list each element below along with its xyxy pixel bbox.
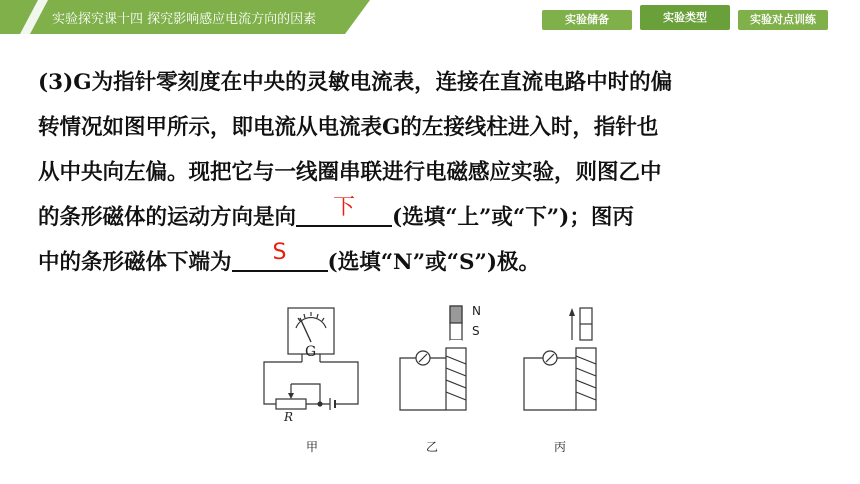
caption-bing: 丙 bbox=[554, 440, 567, 454]
answer-2: S bbox=[272, 240, 287, 265]
nav-tab-types[interactable]: 实验类型 bbox=[640, 5, 730, 30]
question-line-1: (3)G为指针零刻度在中央的灵敏电流表，连接在直流电路中时的偏 bbox=[38, 70, 673, 95]
caption-yi: 乙 bbox=[426, 440, 439, 454]
answer-blank-2 bbox=[232, 240, 328, 272]
nav-tab-training[interactable]: 实验对点训练 bbox=[738, 10, 828, 30]
question-line-4: 的条形磁体的运动方向是向 下 (选填“上”或“下”)；图丙 bbox=[38, 195, 828, 240]
resistor-label: R bbox=[284, 410, 294, 424]
nav-tab-preparation[interactable]: 实验储备 bbox=[542, 10, 632, 30]
diagram-yi bbox=[400, 306, 466, 410]
question-line-3: 从中央向左偏。现把它与一线圈串联进行电磁感应实验，则图乙中 bbox=[38, 160, 662, 185]
question-text bbox=[38, 60, 828, 285]
answer-blank-1 bbox=[296, 195, 392, 227]
meter-label: G bbox=[305, 344, 317, 360]
answer-1: 下 bbox=[333, 195, 356, 220]
experiment-figure bbox=[250, 300, 620, 480]
question-line-2: 转情况如图甲所示，即电流从电流表G的左接线柱进入时，指针也 bbox=[38, 115, 659, 140]
pole-s-label: S bbox=[472, 324, 480, 338]
lesson-title: 实验探究课十四 探究影响感应电流方向的因素 bbox=[52, 12, 317, 27]
pole-n-label: N bbox=[472, 304, 481, 318]
header-bar bbox=[0, 0, 860, 34]
question-line-5: 中的条形磁体下端为 S (选填“N”或“S”)极。 bbox=[38, 240, 828, 285]
caption-jia: 甲 bbox=[306, 440, 319, 454]
diagram-bing bbox=[524, 308, 596, 410]
